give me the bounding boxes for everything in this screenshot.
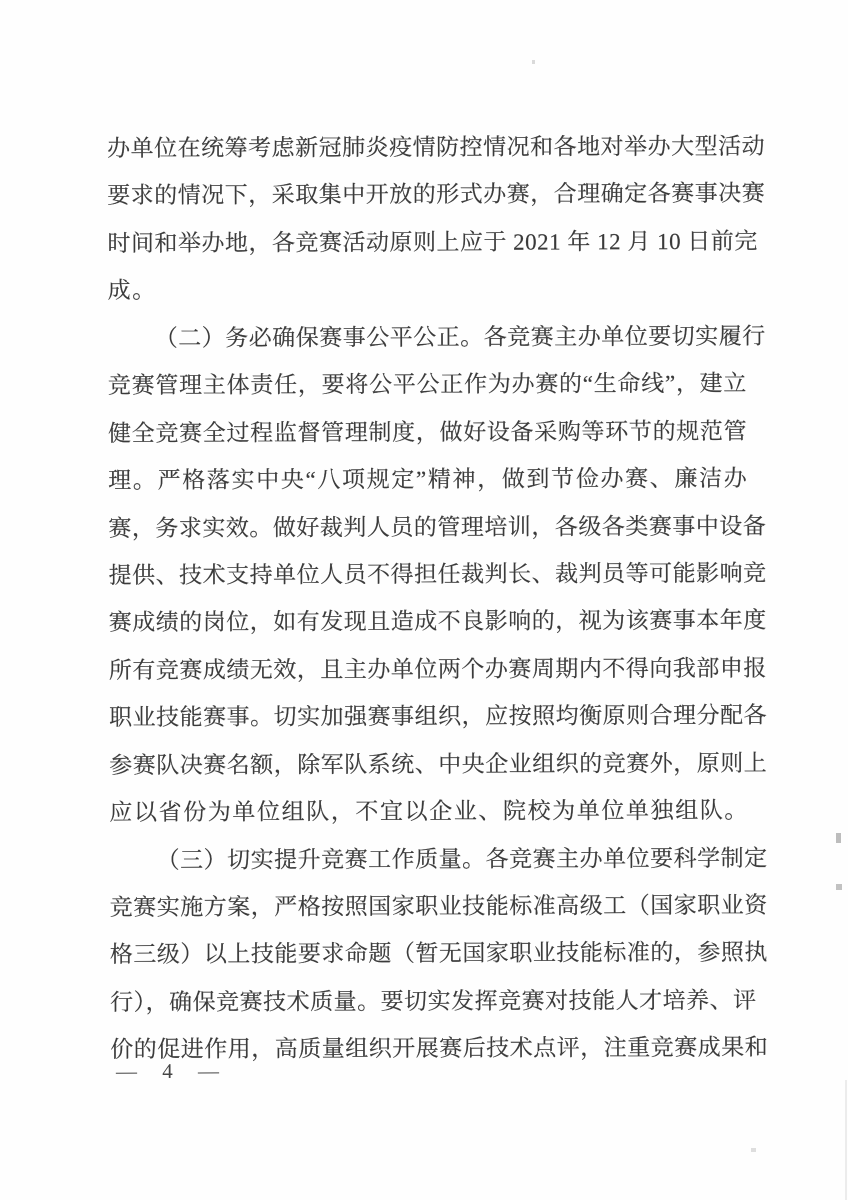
text-line: 提供、技术支持单位人员不得担任裁判长、裁判员等可能影响竞: [108, 560, 767, 588]
page-number-footer: — 4 —: [115, 1058, 223, 1084]
scan-artifact: [532, 60, 535, 64]
text-line-paragraph-start: （三）切实提升竞赛工作质量。各竞赛主办单位要科学制定: [156, 845, 768, 873]
text-line: 竞赛实施方案，严格按照国家职业技能标准高级工（国家职业资: [109, 892, 768, 920]
text-line: 理。严格落实中央“八项规定”精神，做到节俭办赛、廉洁办: [108, 465, 748, 494]
text-line: 价的促进作用，高质量组织开展赛后技术点评，注重竞赛成果和: [110, 1035, 769, 1063]
scan-artifact: [836, 833, 841, 843]
text-line: 行），确保竞赛技术质量。要切实发挥竞赛对技能人才培养、评: [110, 987, 757, 1015]
text-line: 办单位在统筹考虑新冠肺炎疫情防控情况和各地对举办大型活动: [107, 133, 766, 161]
text-line: 参赛队决赛名额，除军队系统、中央企业组织的竞赛外，原则上: [109, 750, 768, 778]
text-line: 健全竞赛全过程监督管理制度，做好设备采购等环节的规范管: [108, 418, 748, 446]
text-line: 竞赛管理主体责任，要将公平公正作为办赛的“生命线”，建立: [107, 370, 747, 399]
text-line: 时间和举办地，各竞赛活动原则上应于 2021 年 12 月 10 日前完: [107, 228, 758, 256]
text-line: 要求的情况下，采取集中开放的形式办赛，合理确定各赛事决赛: [107, 181, 766, 209]
text-line: 赛，务求实效。做好裁判人员的管理培训，各级各类赛事中设备: [108, 513, 767, 541]
scan-edge-shadow: [845, 1080, 847, 1200]
text-line: 格三级）以上技能要求命题（暂无国家职业技能标准的，参照执: [109, 940, 768, 968]
text-line: 所有竞赛成绩无效，且主办单位两个办赛周期内不得向我部申报: [108, 655, 767, 683]
text-line: 赛成绩的岗位，如有发现且造成不良影响的，视为该赛事本年度: [108, 608, 767, 636]
text-line: 职业技能赛事。切实加强赛事组织，应按照均衡原则合理分配各: [109, 702, 768, 731]
scan-artifact: [836, 884, 842, 890]
text-line-paragraph-start: （二）务必确保赛事公平公正。各竞赛主办单位要切实履行: [154, 323, 766, 351]
document-body-text: [107, 123, 769, 1074]
scan-artifact: [751, 1148, 756, 1152]
text-line: 应以省份为单位组队，不宜以企业、院校为单位单独组队。: [109, 797, 750, 826]
text-line: 成。: [107, 278, 157, 304]
